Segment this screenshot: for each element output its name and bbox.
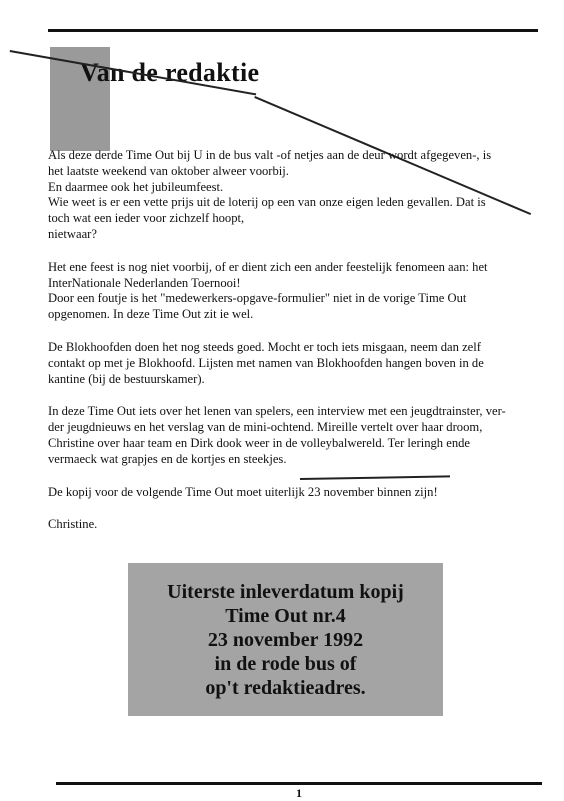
- text-line: Christine over haar team en Dirk dook weer in de volleybalwereld. Ter leringh ende: [48, 435, 471, 450]
- notice-line: in de rode bus of: [214, 652, 357, 675]
- text-line: vermaeck wat grapjes en de kortjes en steekjes.: [48, 451, 287, 466]
- paragraph-5: [48, 485, 548, 501]
- text-line: En daarmee ook het jubileumfeest.: [48, 179, 224, 194]
- text-line: InterNationale Nederlanden Toernooi!: [48, 275, 241, 290]
- text-line: opgenomen. In deze Time Out zit ie wel.: [48, 307, 254, 322]
- text-line: In deze Time Out iets over het lenen van spelers, een interview met een jeugdtrainster, ver-: [48, 404, 506, 419]
- paragraph-1: [48, 148, 548, 243]
- notice-line: 23 november 1992: [207, 628, 364, 651]
- text-line: kantine (bij de bestuurskamer).: [48, 371, 205, 386]
- signature: [48, 517, 548, 533]
- text-line: Wie weet is er een vette prijs uit de loterij op een van onze eigen leden gevallen. Dat is: [48, 195, 486, 210]
- text-line: het laatste weekend van oktober alweer voorbij.: [48, 163, 289, 178]
- text-line: De Blokhoofden doen het nog steeds goed. Mocht er toch iets misgaan, neem dan zelf: [48, 339, 481, 354]
- deadline-notice-box: [128, 563, 443, 716]
- text-line: contakt op met je Blokhoofd. Lijsten met namen van Blokhoofden hangen boven in de: [48, 355, 484, 370]
- notice-line: Uiterste inleverdatum kopij: [167, 580, 404, 603]
- text-line: der jeugdnieuws en het verslag van de mini-ochtend. Mireille vertelt over haar droom,: [48, 420, 483, 435]
- text-line: Als deze derde Time Out bij U in de bus valt -of netjes aan de deur wordt afgegeven-, is: [48, 148, 492, 162]
- text-line: toch wat een ieder voor zichzelf hoopt,: [48, 211, 245, 226]
- text-line: Christine.: [48, 517, 98, 532]
- page-title: Van de redaktie: [80, 58, 260, 87]
- article-body: [48, 148, 548, 550]
- text-line: De kopij voor de volgende Time Out moet uiterlijk 23 november binnen zijn!: [48, 484, 438, 499]
- paragraph-2: [48, 260, 548, 323]
- text-line: Het ene feest is nog niet voorbij, of er dient zich een ander feestelijk fenomeen aan: het: [48, 259, 488, 274]
- bottom-rule: [56, 782, 542, 785]
- text-line: nietwaar?: [48, 226, 97, 241]
- page-number: 1: [296, 786, 302, 800]
- text-line: Door een foutje is het "medewerkers-opgave-formulier" niet in de vorige Time Out: [48, 291, 467, 306]
- notice-line: Time Out nr.4: [225, 604, 346, 627]
- notice-line: op't redaktieadres.: [205, 676, 366, 699]
- paragraph-4: [48, 404, 548, 467]
- top-rule: [48, 29, 538, 32]
- paragraph-3: [48, 340, 548, 387]
